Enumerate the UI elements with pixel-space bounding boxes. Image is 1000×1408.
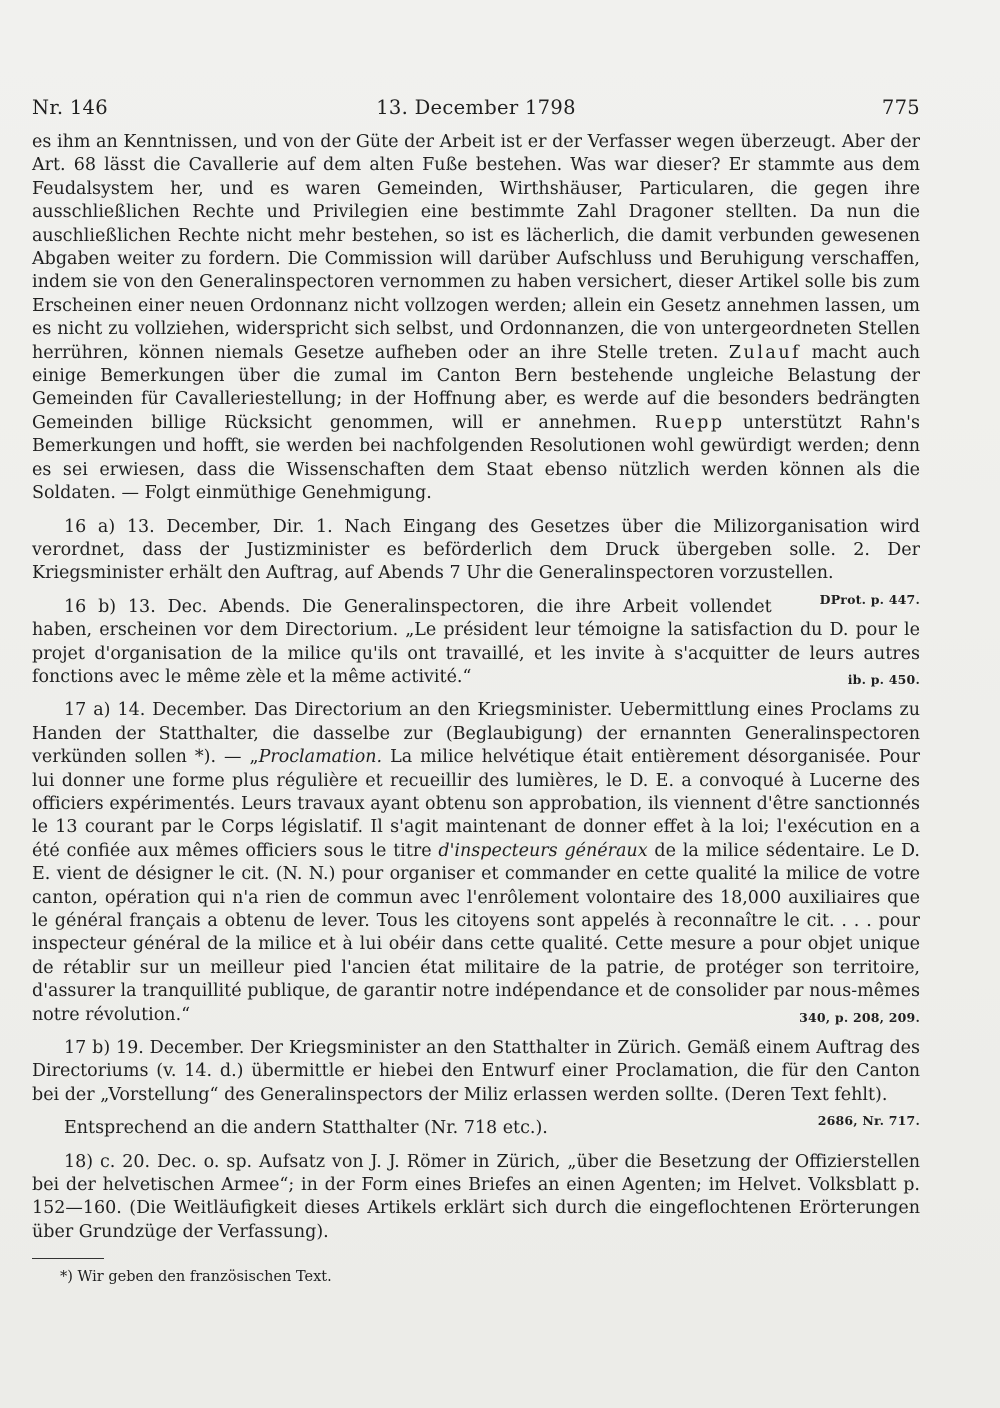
italic-text: Proclamation. bbox=[258, 747, 383, 768]
paragraph-text: es ihm an Kenntnissen, und von der Güte der Arbeit ist er der Verfasser wegen überzeugt. Aber der Art. 68 lässt die Cavallerie auf dem alten Fuße bestehen. Was war dieser? Er stammte aus dem Feudalsystem her, und es waren Gemeinden, Wirthshäuser, Particularen, die gegen ihre ausschließlichen Rechte und Privilegien eine bestimmte Zahl Dragoner stellten. Da nun die auschließlichen Rechte nicht mehr bestehen, so ist es lächerlich, die damit verbunden gewesenen Abgaben weiter zu fordern. Die Commission will darüber Aufschluss und Beruhigung verschaffen, indem sie von den Generalinspectoren vernommen zu haben versichert, dieser Artikel solle bis zum Erscheinen einer neuen Ordonnanz nicht vollzogen werden; allein ein Gesetz annehmen lassen, um es nicht zu vollziehen, widerspricht sich selbst, und Ordonnanzen, die von untergeordneten Stellen herrühren, können niemals Gesetze aufheben oder an ihre Stelle treten. bbox=[32, 132, 920, 363]
paragraph-text: macht auch einige Bemerkungen über die zumal im Canton Bern bestehende ungleiche Belastung der Gemeinden für Cavalleriestellung; in der Hoffnung aber, es werde auf die besonders bedrängten Gemeinden billige Rücksicht genommen, will er annehmen. bbox=[32, 342, 920, 433]
page-header bbox=[32, 96, 920, 126]
entry-16a bbox=[32, 516, 920, 607]
italic-text: d'inspecteurs généraux bbox=[438, 840, 648, 861]
page-number: 775 bbox=[881, 96, 920, 119]
entry-17a bbox=[32, 699, 920, 1027]
paragraph-text: unterstützt Rahn's Bemerkungen und hofft, sie werden bei nachfolgenden Resolutionen wohl gewürdigt werden; denn es sei erwiesen, dass die Wissenschaften dem Staat ebenso nützlich werden können als die Soldaten. — Folgt einmüthige Genehmigung. bbox=[32, 412, 920, 504]
footnote: *) Wir geben den französischen Text. bbox=[60, 1269, 332, 1286]
source-reference: 2686, Nr. 717. bbox=[817, 1113, 920, 1129]
entry-text: La milice helvétique était entièrement désorganisée. Pour lui donner une forme plus régulière et recueillir des lumières, le D. E. a convoqué à Lucerne des officiers expérimentés. Leurs travaux ayant obtenu son approbation, ils viennent d'être sanctionnés le 13 courant par le Corps législatif. Il s'agit maintenant de donner effet à la loi; l'exécution en a été confiée aux mêmes officiers sous le titre bbox=[32, 747, 920, 861]
source-reference: ib. p. 450. bbox=[847, 671, 920, 687]
entry-18: 18) c. 20. Dec. o. sp. Aufsatz von J. J. Römer in Zürich, „über die Besetzung der Offizierstellen bei der helvetischen Armee“; in der Form eines Briefes an einen Agenten; im Helvet. Volksblatt p. 152—160. (Die Weitläufigkeit dieses Artikels erklärt sich durch die eingeflochtenen Erörterungen über Grundzüge der Verfassung). bbox=[32, 1151, 920, 1242]
entry-17b-note: Entsprechend an die andern Statthalter (Nr. 718 etc.). bbox=[64, 1118, 548, 1139]
paragraph-continuation bbox=[32, 131, 920, 506]
entry-text: 17 b) 19. December. Der Kriegsminister an den Statthalter in Zürich. Gemäß einem Auftrag des Directoriums (v. 14. d.) übermittle er hiebei den Entwurf einer Proclamation, die für den Canton bei der „Vorstellung“ des Generalinspectors der Miliz erlassen werden sollte. (Deren Text fehlt). bbox=[32, 1038, 920, 1105]
speaker-name: Zulauf bbox=[728, 342, 802, 363]
header-date: 13. December 1798 bbox=[376, 96, 576, 119]
entry-text: de la milice sédentaire. Le D. E. vient de désigner le cit. (N. N.) pour organiser et commander en cette qualité la milice de votre canton, opération qui n'a rien de commun avec l'enrôlement volontaire des 18,000 auxiliaires que le général français a obtenu de lever. Tous les citoyens sont appelés à reconnaître le cit. . . . pour inspecteur général de la milice et à lui obéir dans cette qualité. Cette mesure a pour objet unique de rétablir sur un meilleur pied l'ancien état militaire de la patrie, de protéger son territoire, d'assurer la tranquillité publique, de garantir notre indépendance et de consolider par nous-mêmes notre révolution.“ bbox=[32, 840, 920, 1025]
body-text bbox=[32, 131, 920, 1287]
entry-text: 16 a) 13. December, Dir. 1. Nach Eingang des Gesetzes über die Milizorganisation wird verordnet, dass der Justizminister es beförderlich dem Druck übergeben solle. 2. Der Kriegsminister erhält den Auftrag, auf Abends 7 Uhr die Generalinspectoren vorzustellen. bbox=[32, 516, 920, 584]
speaker-name: Ruepp bbox=[654, 412, 725, 433]
source-reference: 340, p. 208, 209. bbox=[799, 1009, 920, 1025]
entry-text: 17 a) 14. December. Das Directorium an den Kriegsminister. Uebermittlung eines Proclams zu Handen der Statthalter, die dasselbe zur (Beglaubigung) der ernannten Generalinspectoren verkünden sollen *). — „ bbox=[32, 700, 920, 768]
source-reference: DProt. p. 447. bbox=[819, 591, 920, 607]
entry-text: 16 b) 13. Dec. Abends. Die Generalinspectoren, die ihre Arbeit vollendet haben, erscheinen vor dem Directorium. „Le président leur témoigne la satisfaction du D. pour le projet d'organisation de la milice qu'ils ont travaillé, et les invite à s'acquitter de leurs autres fonctions avec le même zèle et la même activité.“ bbox=[32, 596, 920, 687]
document-number: Nr. 146 bbox=[32, 96, 108, 119]
footnote-divider bbox=[32, 1258, 104, 1259]
